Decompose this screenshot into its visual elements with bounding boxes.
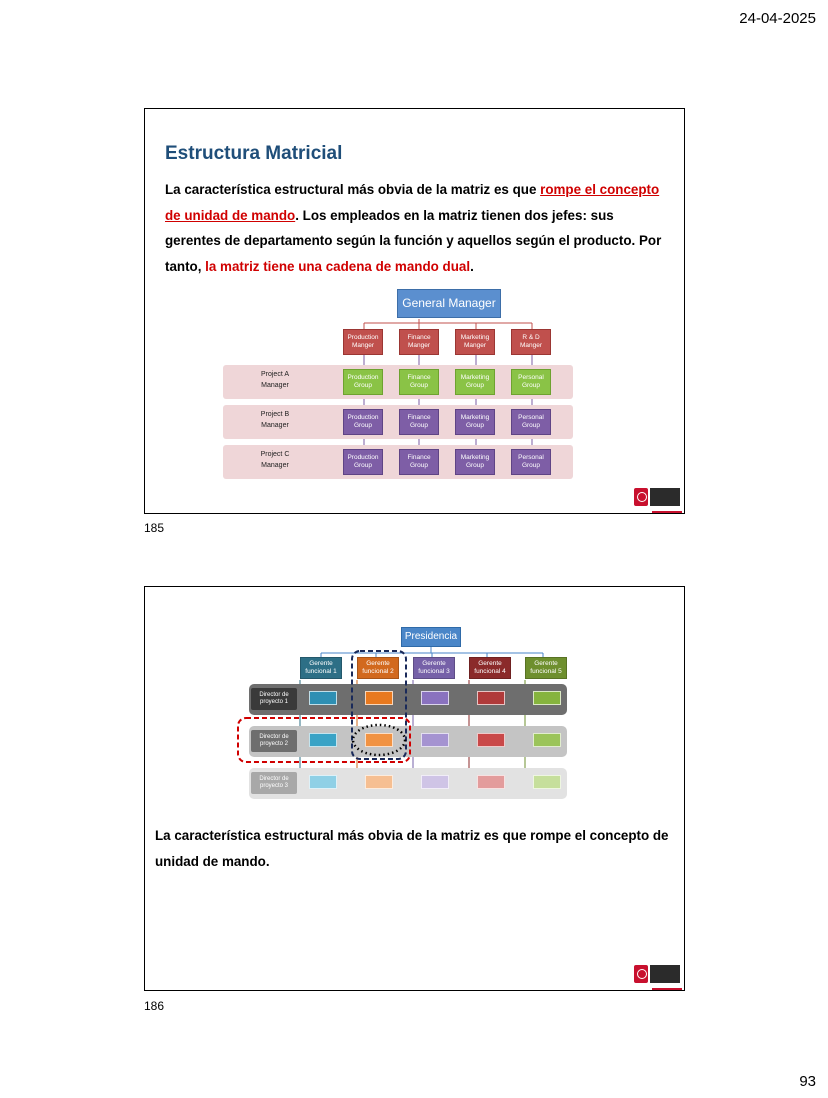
group-box-b-personal: Personal Group — [511, 409, 551, 435]
manager-box-finance: Finance Manger — [399, 329, 439, 355]
slide-number-186: 186 — [144, 999, 165, 1013]
presidencia-box: Presidencia — [401, 627, 461, 647]
gerente-box-5: Gerente funcional 5 — [525, 657, 567, 679]
project-label-c: Project C Manager — [260, 451, 290, 469]
group-box-c-personal: Personal Group — [511, 449, 551, 475]
logo-underline — [652, 511, 682, 513]
group-box-c-finance: Finance Group — [399, 449, 439, 475]
intersection-highlight-dotted — [353, 725, 405, 755]
group-box-b-finance: Finance Group — [399, 409, 439, 435]
director-box-3: Director de proyecto 3 — [251, 772, 297, 794]
project-label-b: Project B Manager — [260, 411, 290, 429]
para-text-1: La característica estructural más obvia de la matriz es que — [165, 182, 541, 197]
group-box-a-finance: Finance Group — [399, 369, 439, 395]
group-box-b-production: Production Group — [343, 409, 383, 435]
group-box-c-marketing: Marketing Group — [455, 449, 495, 475]
logo-wordmark — [650, 965, 680, 983]
highlight-overlays — [145, 587, 686, 817]
gerente-box-4: Gerente funcional 4 — [469, 657, 511, 679]
logo-wordmark — [650, 488, 680, 506]
gerente-box-3: Gerente funcional 3 — [413, 657, 455, 679]
slide-title: Estructura Matricial — [165, 143, 343, 164]
shield-icon — [634, 488, 648, 506]
page-number: 93 — [799, 1073, 816, 1090]
header-date: 24-04-2025 — [739, 10, 816, 27]
group-box-a-marketing: Marketing Group — [455, 369, 495, 395]
general-manager-box: General Manager — [397, 289, 501, 318]
column-highlight-blue — [352, 651, 406, 759]
university-logo-2 — [634, 965, 682, 987]
logo-underline — [652, 988, 682, 990]
matrix-org-chart — [145, 109, 686, 515]
slide-186 — [144, 586, 685, 991]
director-box-1: Director de proyecto 1 — [251, 688, 297, 710]
director-box-2: Director de proyecto 2 — [251, 730, 297, 752]
university-logo — [634, 488, 682, 510]
group-box-b-marketing: Marketing Group — [455, 409, 495, 435]
shield-icon — [634, 965, 648, 983]
manager-box-production: Production Manger — [343, 329, 383, 355]
group-box-a-production: Production Group — [343, 369, 383, 395]
manager-box-rd: R & D Manger — [511, 329, 551, 355]
para-highlight-underline: rompe el concepto de unidad de mando — [165, 182, 660, 223]
slide-paragraph-186: La característica estructural más obvia de la matriz es que rompe el concepto de unidad de mando. — [155, 828, 669, 869]
gerente-box-1: Gerente funcional 1 — [300, 657, 342, 679]
slide-number-185: 185 — [144, 521, 165, 535]
slide-185 — [144, 108, 685, 514]
para-text-2: . Los empleados en la matriz tienen dos jefes: sus gerentes de departamento según la función y aquellos según el producto. Por tanto, — [165, 207, 662, 274]
para-text-3: . — [470, 258, 474, 274]
manager-box-marketing: Marketing Manger — [455, 329, 495, 355]
group-box-a-personal: Personal Group — [511, 369, 551, 395]
gerente-box-2: Gerente funcional 2 — [357, 657, 399, 679]
project-label-a: Project A Manager — [260, 371, 289, 389]
group-box-c-production: Production Group — [343, 449, 383, 475]
para-highlight-red: la matriz tiene una cadena de mando dual — [205, 258, 471, 274]
